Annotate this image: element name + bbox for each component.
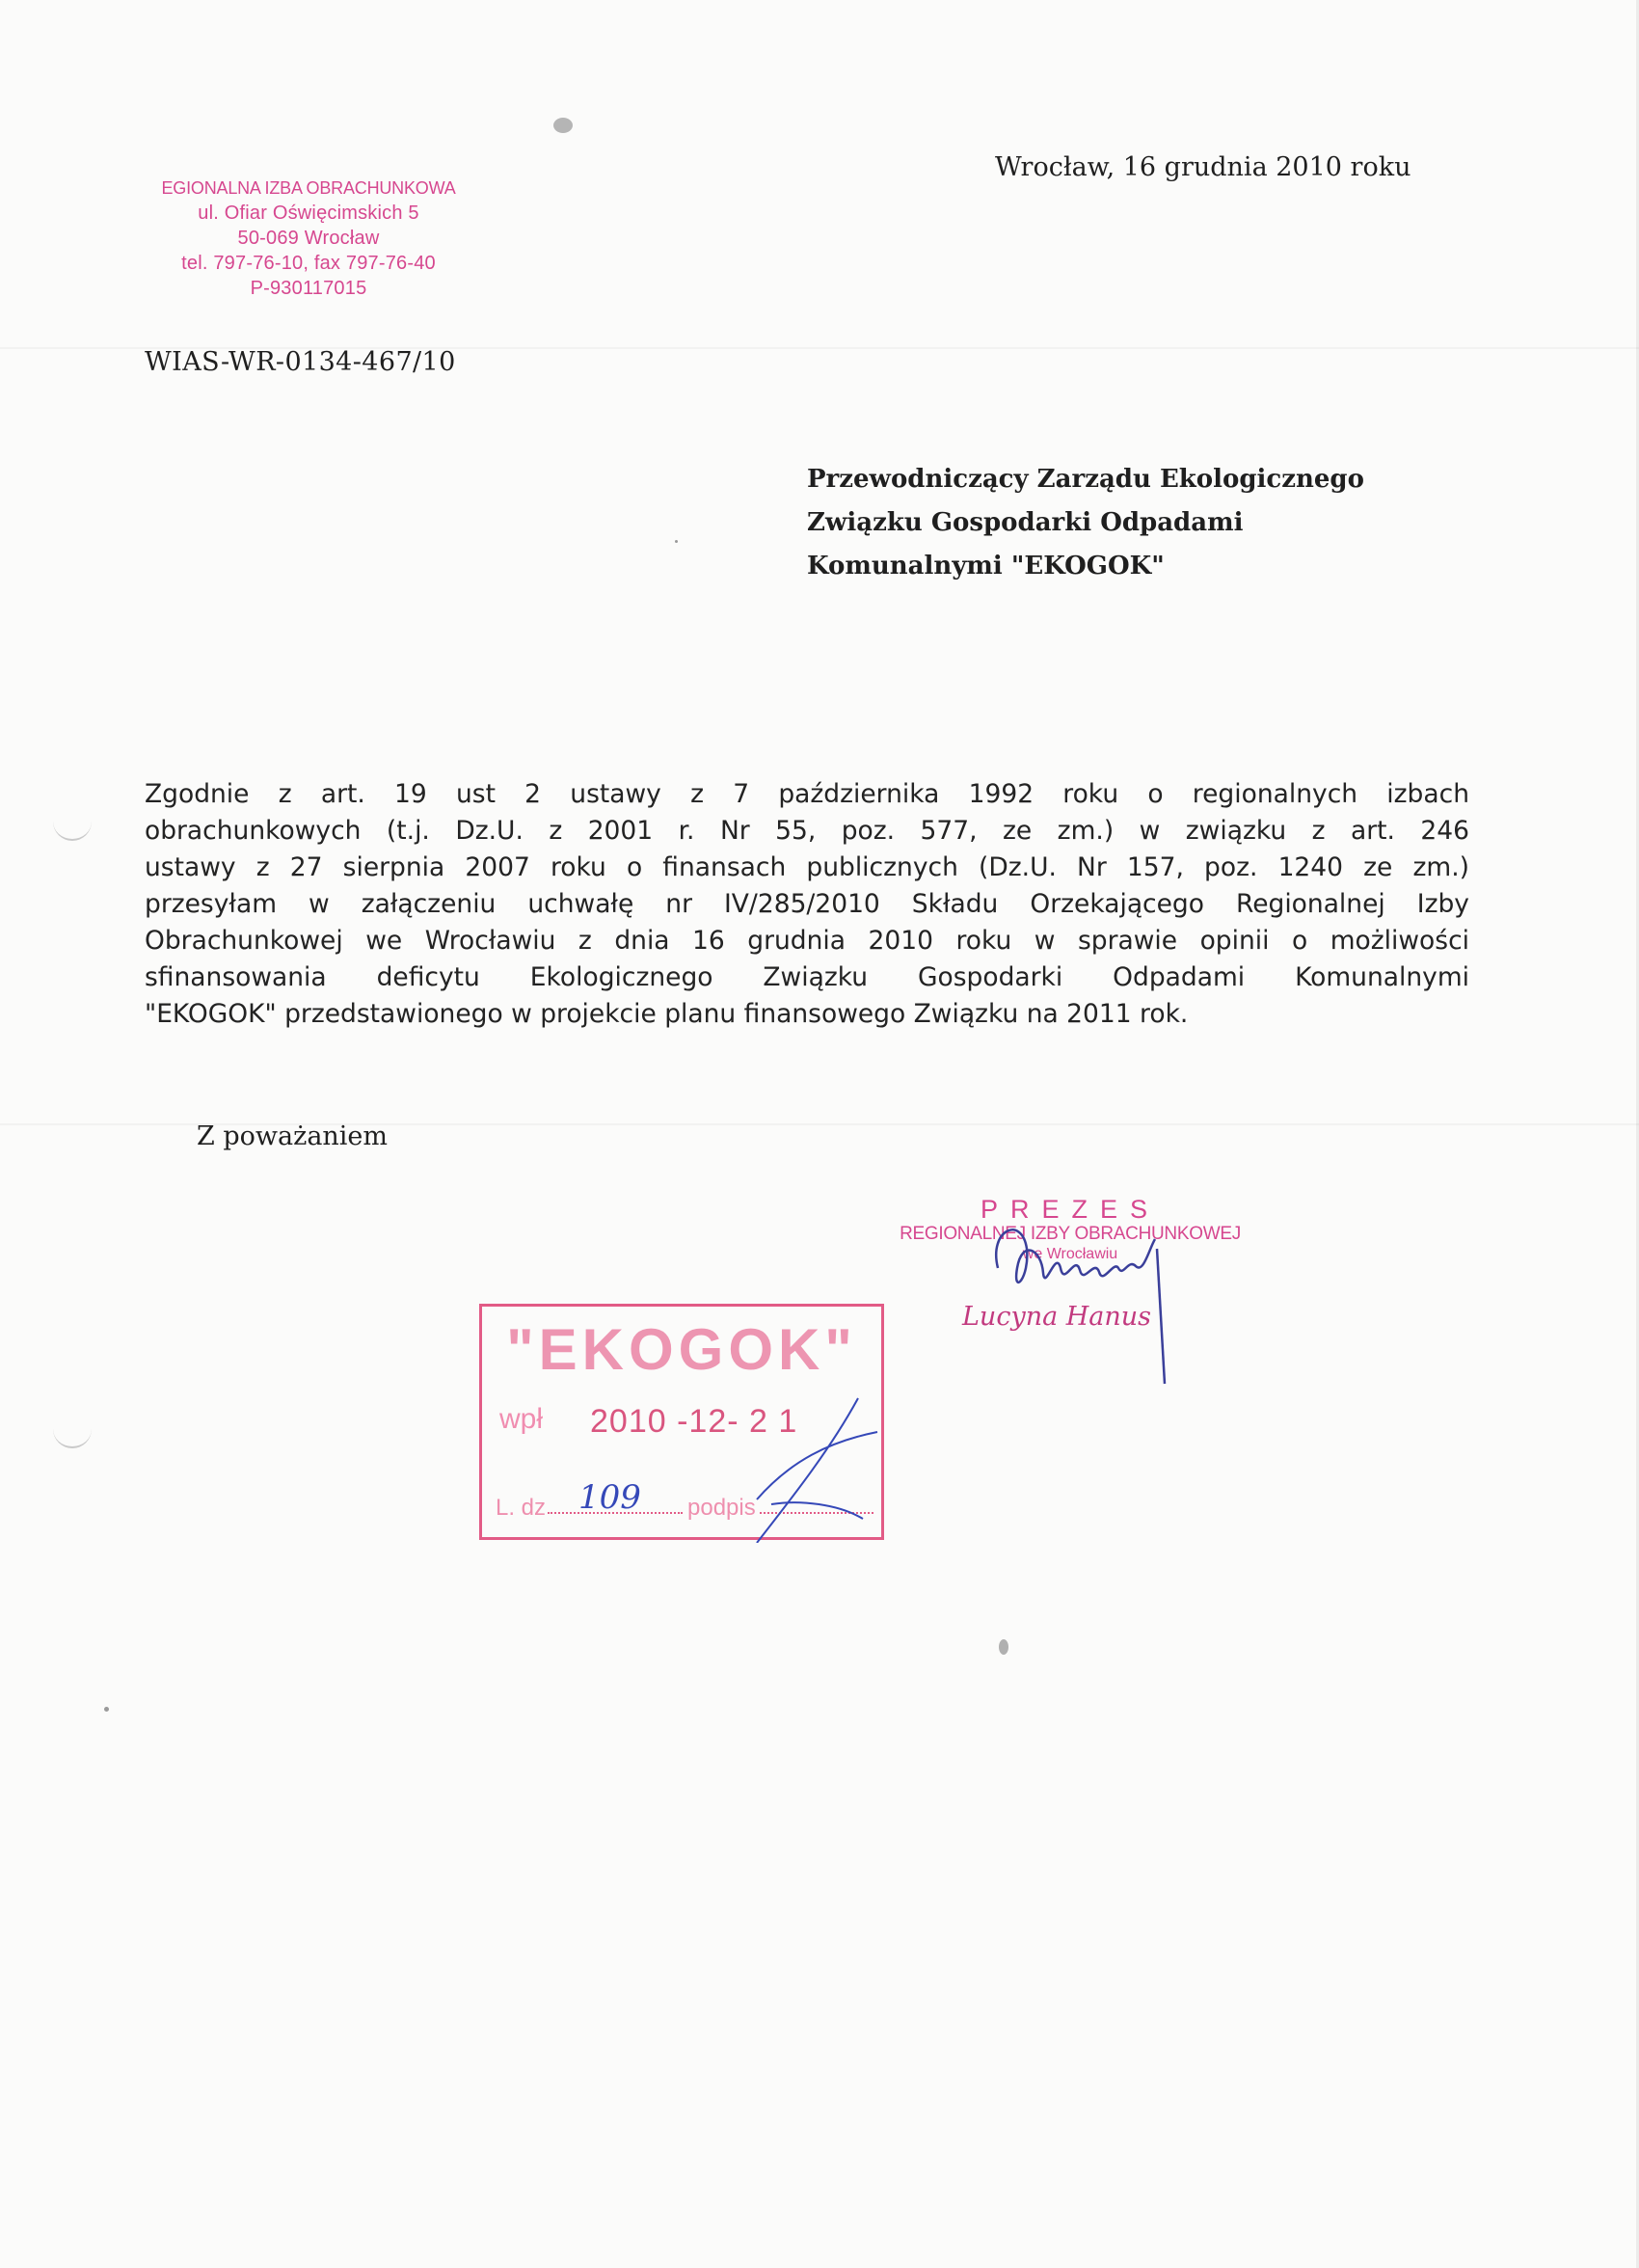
addressee-line: Przewodniczący Zarządu Ekologicznego: [807, 465, 1364, 494]
punch-hole-mark: [53, 1418, 92, 1448]
paper-speck: [104, 1707, 109, 1712]
addressee-line: Komunalnymi "EKOGOK": [807, 552, 1165, 580]
signature-stamp-org: REGIONALNEJ IZBY OBRACHUNKOWEJ: [900, 1224, 1241, 1244]
ldz-number: 109: [578, 1478, 641, 1517]
receipt-stamp-name: "EKOGOK": [506, 1317, 857, 1382]
receipt-stamp: [479, 1304, 884, 1540]
paper-speck: [553, 118, 573, 133]
reference-number: WIAS-WR-0134-467/10: [145, 347, 456, 377]
signature-label: podpis: [687, 1495, 756, 1521]
body-line: sfinansowania deficytu Ekologicznego Związku Gospodarki Odpadami Komunalnymi: [145, 962, 1469, 992]
receipt-initials-mark: [482, 1307, 887, 1543]
paper-speck: [675, 540, 678, 543]
letterhead-street: ul. Ofiar Oświęcimskich 5: [198, 202, 419, 224]
body-line: Obrachunkowej we Wrocławiu z dnia 16 grudnia 2010 roku w sprawie opinii o możliwości: [145, 926, 1469, 956]
closing-salutation: Z poważaniem: [197, 1121, 389, 1151]
signature-stamp-city: we Wrocławiu: [1022, 1246, 1118, 1262]
addressee-block: [807, 458, 1482, 588]
body-line: Zgodnie z art. 19 ust 2 ustawy z 7 października 1992 roku o regionalnych izbach: [145, 779, 1469, 809]
signature-stamp-title: PREZES: [980, 1195, 1161, 1224]
ldz-label: L. dz: [496, 1495, 547, 1521]
paper-speck: [999, 1639, 1008, 1655]
signer-name: Lucyna Hanus: [962, 1302, 1152, 1332]
letter-date: Wrocław, 16 grudnia 2010 roku: [995, 152, 1411, 182]
body-line: "EKOGOK" przedstawionego w projekcie planu finansowego Związku na 2011 rok.: [145, 999, 1189, 1029]
letterhead-code: P-930117015: [250, 278, 367, 299]
addressee-line: Związku Gospodarki Odpadami: [807, 508, 1244, 537]
body-line: przesyłam w załączeniu uchwałę nr IV/285/2010 Składu Orzekającego Regionalnej Izby: [145, 889, 1469, 919]
letterhead-stamp: [116, 176, 501, 301]
body-line: ustawy z 27 sierpnia 2007 roku o finansach publicznych (Dz.U. Nr 157, poz. 1240 ze zm.): [145, 852, 1469, 882]
received-label: wpł: [499, 1403, 544, 1435]
letter-body: [145, 776, 1469, 1033]
received-date: 2010 -12- 2 1: [590, 1403, 798, 1440]
letterhead-city: 50-069 Wrocław: [237, 228, 380, 249]
punch-hole-mark: [53, 810, 92, 841]
letterhead-phone: tel. 797-76-10, fax 797-76-40: [181, 253, 436, 274]
body-line: obrachunkowych (t.j. Dz.U. z 2001 r. Nr 55, poz. 577, ze zm.) w związku z art. 246: [145, 816, 1469, 846]
letterhead-org: EGIONALNA IZBA OBRACHUNKOWA: [161, 178, 456, 198]
